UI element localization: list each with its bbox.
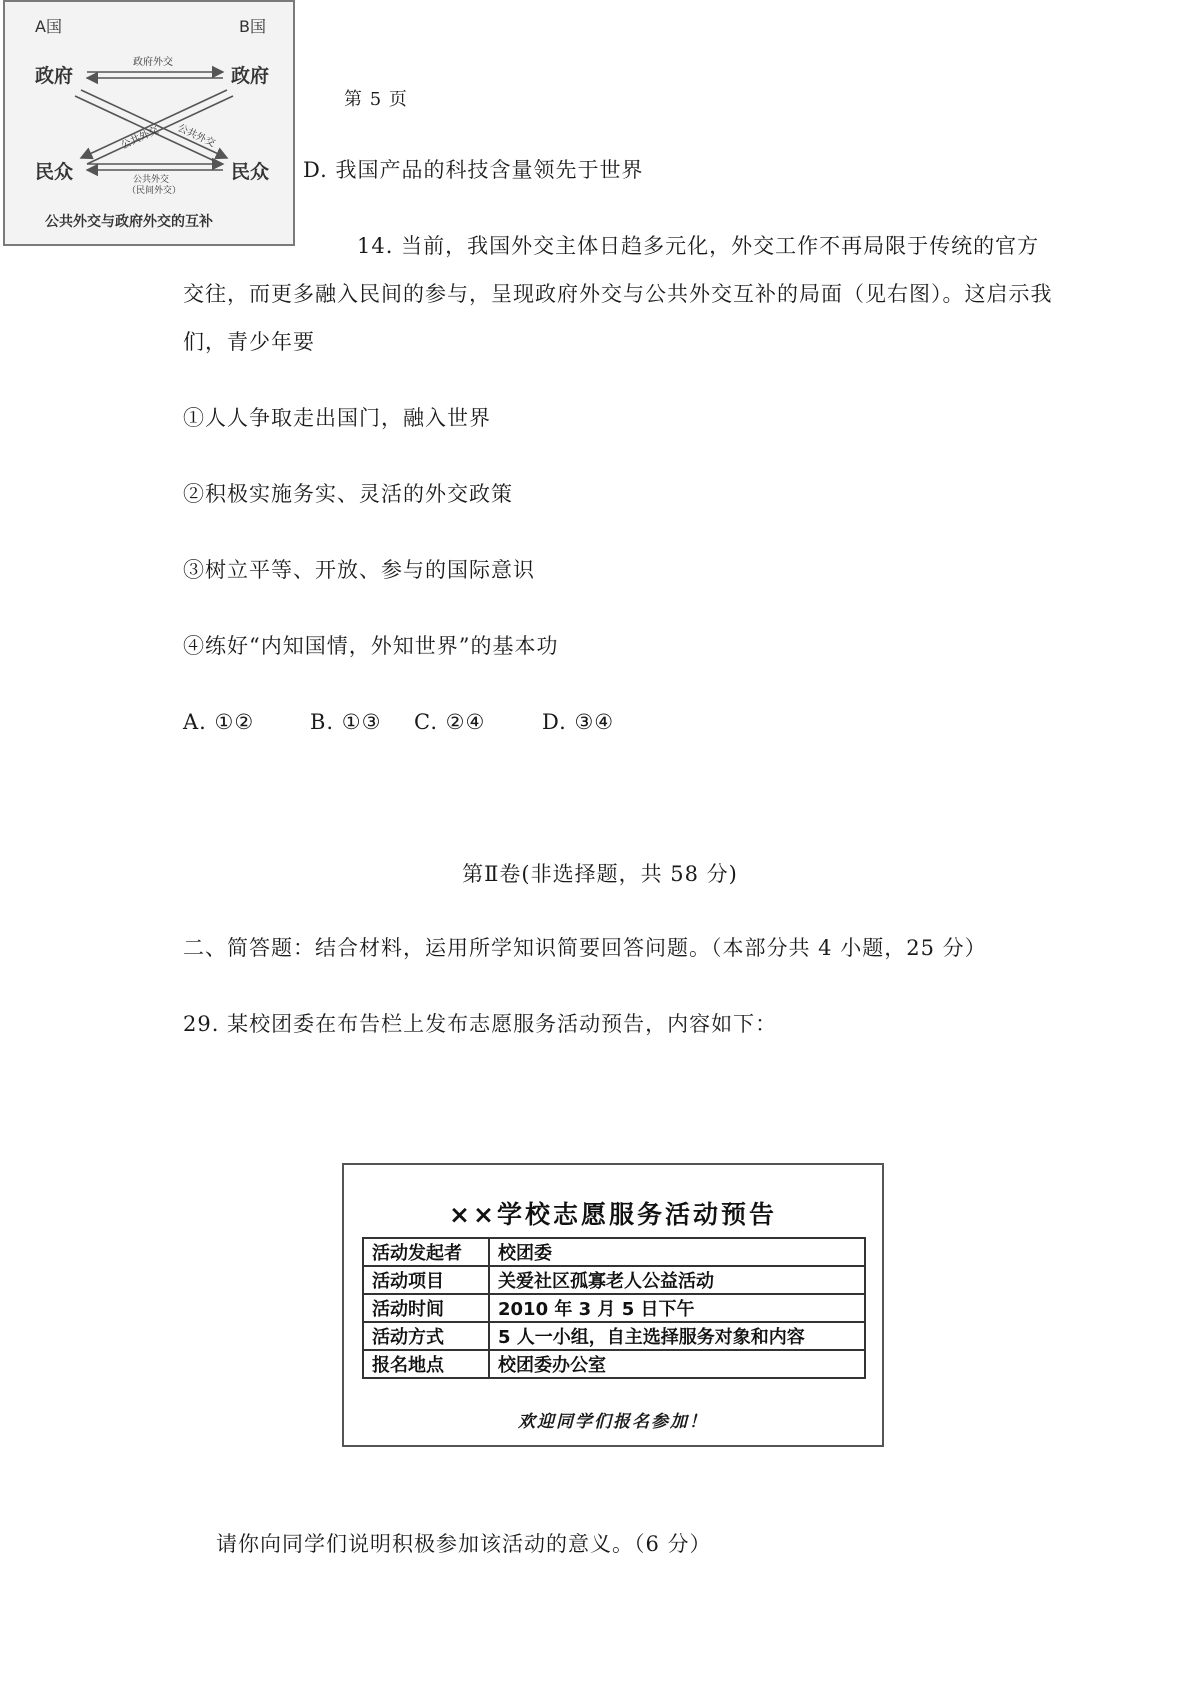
q14-option-a: A. ①② xyxy=(183,710,255,734)
people-left-label: 民众 xyxy=(35,161,74,183)
page-label: 第 5 页 xyxy=(344,89,408,110)
section2-title: 第Ⅱ卷(非选择题，共 58 分) xyxy=(462,862,738,886)
row-label: 活动发起者 xyxy=(363,1238,489,1266)
top-arrow-label: 政府外交 xyxy=(133,57,173,68)
q29-text: 29. 某校团委在布告栏上发布志愿服务活动预告，内容如下： xyxy=(183,1012,778,1036)
table-row xyxy=(363,1238,865,1266)
row-label: 活动时间 xyxy=(363,1294,489,1322)
country-b-label: B国 xyxy=(239,17,266,36)
volunteer-notice xyxy=(342,1163,884,1447)
diag-label-2: 公共外交 xyxy=(175,122,217,150)
row-label: 报名地点 xyxy=(363,1350,489,1378)
q14-line3: 们，青少年要 xyxy=(183,330,315,354)
q14-item2: ②积极实施务实、灵活的外交政策 xyxy=(183,482,513,506)
table-row xyxy=(363,1294,865,1322)
q14-line2: 交往，而更多融入民间的参与，呈现政府外交与公共外交互补的局面（见右图）。这启示我 xyxy=(183,282,1053,306)
row-value: 校团委 xyxy=(489,1238,865,1266)
gov-left-label: 政府 xyxy=(35,65,74,87)
row-label: 活动项目 xyxy=(363,1266,489,1294)
gov-right-label: 政府 xyxy=(231,65,270,87)
q14-option-c: C. ②④ xyxy=(414,710,486,734)
q14-item1: ①人人争取走出国门，融入世界 xyxy=(183,406,491,430)
table-row xyxy=(363,1266,865,1294)
row-value: 关爱社区孤寡老人公益活动 xyxy=(489,1266,865,1294)
row-value: 2010 年 3 月 5 日下午 xyxy=(489,1294,865,1322)
row-value: 校团委办公室 xyxy=(489,1350,865,1378)
notice-title: ××学校志愿服务活动预告 xyxy=(449,1200,777,1229)
q14-option-d: D. ③④ xyxy=(542,710,615,734)
diagram-caption: 公共外交与政府外交的互补 xyxy=(45,214,213,230)
bottom-arrow-sublabel: （民间外交） xyxy=(127,186,182,196)
people-right-label: 民众 xyxy=(231,161,270,183)
diag-label-1: 公共外交 xyxy=(119,124,161,152)
country-a-label: A国 xyxy=(35,17,62,36)
section2-instruction: 二、简答题：结合材料，运用所学知识简要回答问题。（本部分共 4 小题，25 分） xyxy=(183,936,987,960)
q14-option-b: B. ①③ xyxy=(310,710,382,734)
diplomacy-diagram xyxy=(3,0,295,246)
row-value: 5 人一小组，自主选择服务对象和内容 xyxy=(489,1322,865,1350)
notice-footer: 欢迎同学们报名参加！ xyxy=(518,1412,708,1432)
q29-question: 请你向同学们说明积极参加该活动的意义。（6 分） xyxy=(216,1532,712,1556)
table-row xyxy=(363,1350,865,1378)
q14-line1: 14. 当前，我国外交主体日趋多元化，外交工作不再局限于传统的官方 xyxy=(357,234,1040,258)
row-label: 活动方式 xyxy=(363,1322,489,1350)
q14-item3: ③树立平等、开放、参与的国际意识 xyxy=(183,558,535,582)
notice-table xyxy=(362,1237,866,1379)
diag-arrow-2b xyxy=(87,96,233,164)
table-row xyxy=(363,1322,865,1350)
diagram-svg xyxy=(5,2,297,248)
bottom-arrow-label: 公共外交 xyxy=(133,175,170,185)
option-d-prev: D. 我国产品的科技含量领先于世界 xyxy=(303,158,644,182)
q14-item4: ④练好“内知国情，外知世界”的基本功 xyxy=(183,634,559,658)
